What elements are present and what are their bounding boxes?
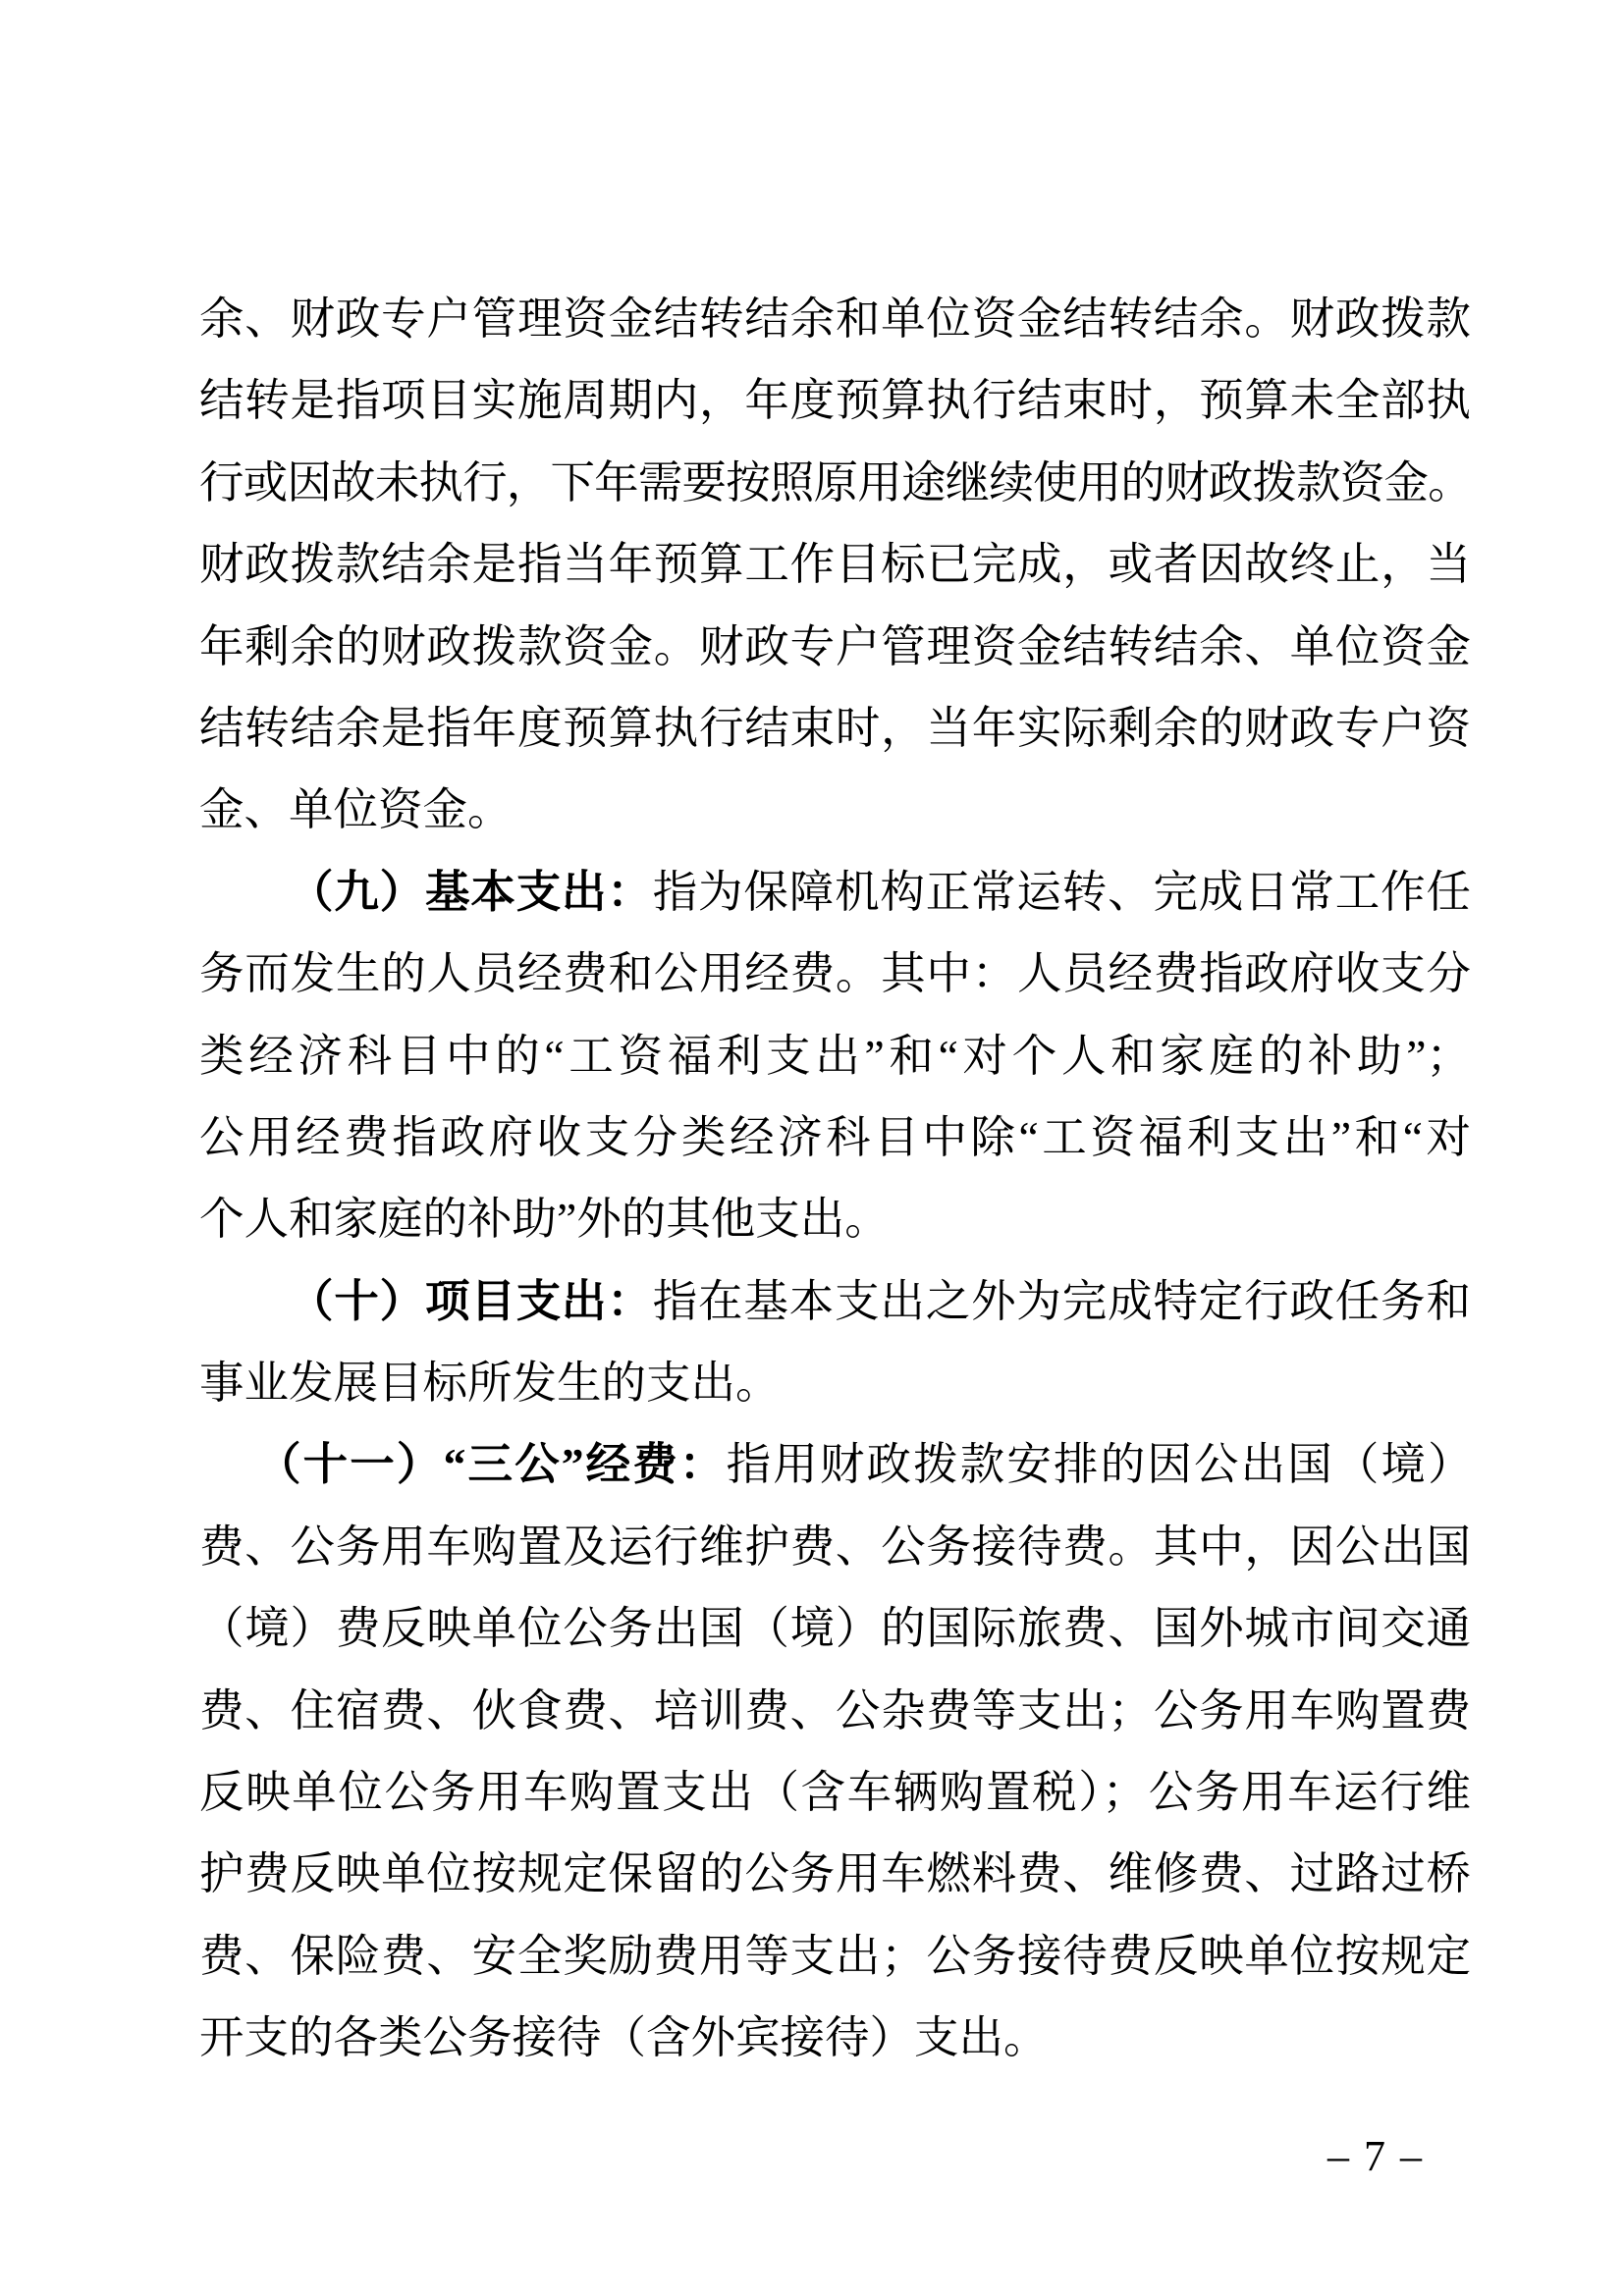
- text-line: 费、保险费、安全奖励费用等支出；公务接待费反映单位按规定: [199, 1930, 1471, 1981]
- text-line: 务而发生的人员经费和公用经费。其中：人员经费指政府收支分: [199, 948, 1471, 999]
- text-line: 个人和家庭的补助”外的其他支出。: [199, 1194, 890, 1245]
- text-line: 类经济科目中的“工资福利支出”和“对个人和家庭的补助”；: [199, 1030, 1471, 1081]
- item-9-heading: （九）基本支出：: [289, 866, 653, 917]
- text-line-item-9: [199, 851, 1471, 933]
- item-9-body-start: 指为保障机构正常运转、完成日常工作任: [652, 866, 1471, 917]
- text-line: 结转是指项目实施周期内，年度预算执行结束时，预算未全部执: [199, 375, 1471, 426]
- text-line: 事业发展目标所发生的支出。: [199, 1358, 781, 1409]
- text-line: 余、财政专户管理资金结转结余和单位资金结转结余。财政拨款: [199, 294, 1471, 344]
- text-line-item-11: [199, 1423, 1471, 1505]
- item-10-heading: （十）项目支出：: [289, 1275, 653, 1326]
- body-text-block: [199, 278, 1471, 2079]
- text-line: 结转结余是指年度预算执行结束时，当年实际剩余的财政专户资: [199, 702, 1471, 753]
- text-line: 费、住宿费、伙食费、培训费、公杂费等支出；公务用车购置费: [199, 1684, 1471, 1735]
- text-line: 费、公务用车购置及运行维护费、公务接待费。其中，因公出国: [199, 1521, 1471, 1572]
- text-line-item-10: [199, 1260, 1471, 1342]
- item-10-body-start: 指在基本支出之外为完成特定行政任务和: [652, 1275, 1471, 1326]
- page-number: – 7 –: [1327, 2132, 1424, 2180]
- item-11-heading: （十一）“三公”经费：: [256, 1439, 727, 1490]
- item-11-body-start: 指用财政拨款安排的因公出国（境）: [726, 1439, 1471, 1490]
- text-line: 公用经费指政府收支分类经济科目中除“工资福利支出”和“对: [199, 1111, 1471, 1162]
- text-line: 行或因故未执行，下年需要按照原用途继续使用的财政拨款资金。: [199, 456, 1471, 507]
- text-line: 反映单位公务用车购置支出（含车辆购置税）；公务用车运行维: [199, 1767, 1471, 1818]
- text-line: 护费反映单位按规定保留的公务用车燃料费、维修费、过路过桥: [199, 1848, 1471, 1899]
- text-line: （境）费反映单位公务出国（境）的国际旅费、国外城市间交通: [199, 1603, 1471, 1654]
- text-line: 金、单位资金。: [199, 784, 513, 835]
- text-line: 开支的各类公务接待（含外宾接待）支出。: [199, 2012, 1049, 2063]
- text-line: 财政拨款结余是指当年预算工作目标已完成，或者因故终止，当: [199, 539, 1471, 590]
- text-line: 年剩余的财政拨款资金。财政专户管理资金结转结余、单位资金: [199, 620, 1471, 671]
